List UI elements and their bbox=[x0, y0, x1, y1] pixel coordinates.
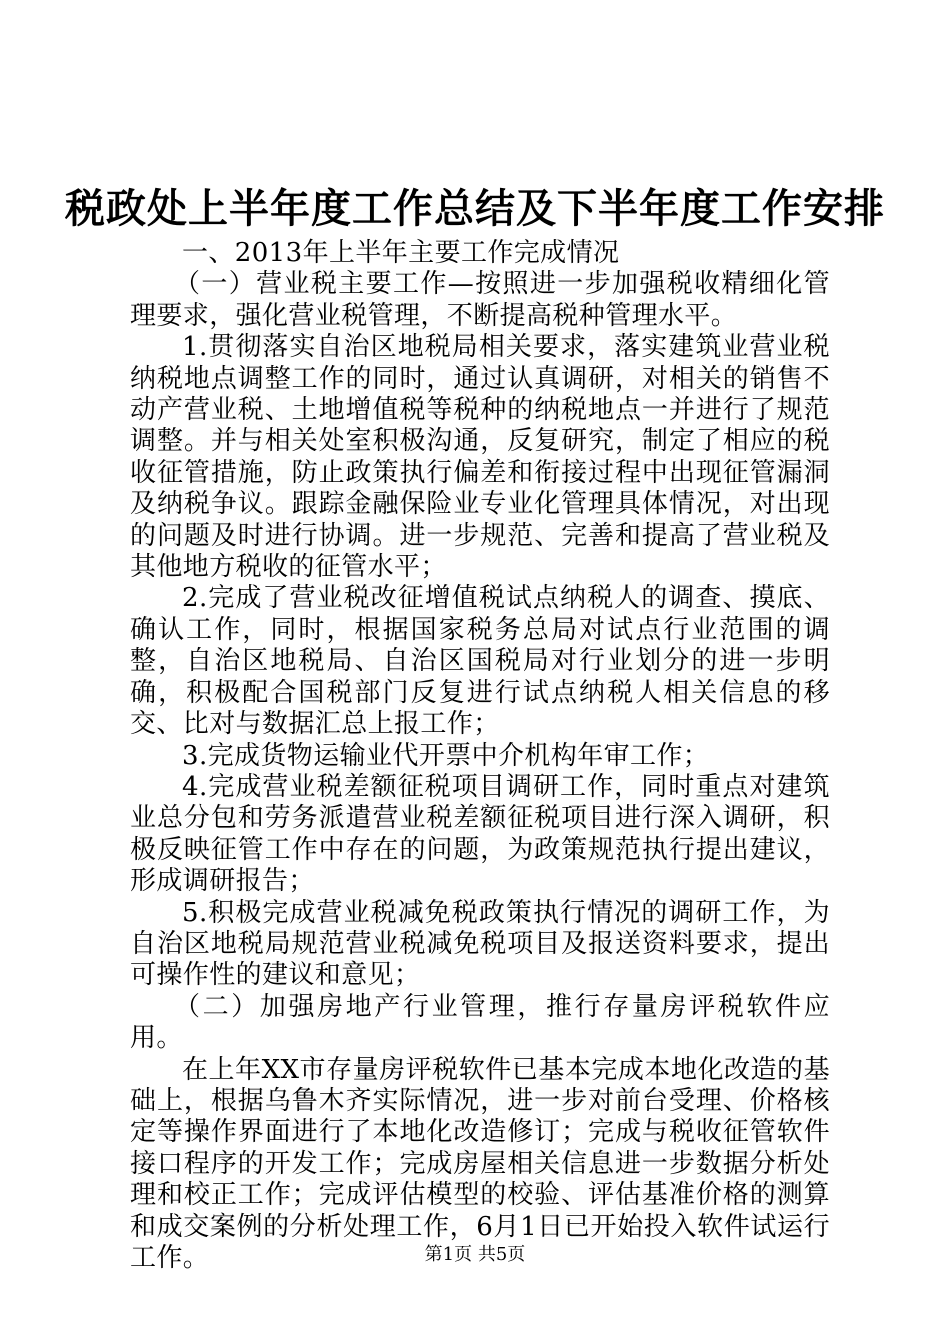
body-paragraph: 1.贯彻落实自治区地税局相关要求，落实建筑业营业税纳税地点调整工作的同时，通过认真调研，对相关的销售不动产营业税、土地增值税等税种的纳税地点一并进行了规范调整。并与相关处室积极沟通，反复研究，制定了相应的税收征管措施，防止政策执行偏差和衔接过程中出现征管漏洞及纳税争议。跟踪金融保险业专业化管理具体情况，对出现的问题及时进行协调。进一步规范、完善和提高了营业税及其他地方税收的征管水平； bbox=[130, 332, 830, 583]
document-title: 税政处上半年度工作总结及下半年度工作安排 bbox=[65, 185, 885, 232]
body-paragraph: 3.完成货物运输业代开票中介机构年审工作； bbox=[182, 740, 710, 771]
body-paragraph: 在上年XX市存量房评税软件已基本完成本地化改造的基础上，根据乌鲁木齐实际情况，进一步对前台受理、价格核定等操作界面进行了本地化改造修订；完成与税收征管软件接口程序的开发工作；完成房屋相关信息进一步数据分析处理和校正工作；完成评估模型的校验、评估基准价格的测算和成交案例的分析处理工作，6月1日已开始投入软件试运行工作。 bbox=[130, 1054, 830, 1273]
document-body bbox=[130, 238, 830, 1274]
body-paragraph: 5.积极完成营业税减免税政策执行情况的调研工作，为自治区地税局规范营业税减免税项目及报送资料要求，提出可操作性的建议和意见； bbox=[130, 897, 830, 991]
subsection-heading: （一）营业税主要工作—按照进一步加强税收精细化管理要求，强化营业税管理，不断提高税种管理水平。 bbox=[130, 269, 830, 331]
body-paragraph: 4.完成营业税差额征税项目调研工作，同时重点对建筑业总分包和劳务派遣营业税差额征税项目进行深入调研，积极反映征管工作中存在的问题，为政策规范执行提出建议，形成调研报告； bbox=[130, 771, 830, 897]
section-heading: 一、2013年上半年主要工作完成情况 bbox=[182, 238, 620, 268]
body-paragraph: 2.完成了营业税改征增值税试点纳税人的调查、摸底、确认工作，同时，根据国家税务总局对试点行业范围的调整，自治区地税局、自治区国税局对行业划分的进一步明确，积极配合国税部门反复进行试点纳税人相关信息的移交、比对与数据汇总上报工作； bbox=[130, 583, 830, 740]
subsection-heading: （二）加强房地产行业管理，推行存量房评税软件应用。 bbox=[130, 991, 830, 1054]
page-number-footer: 第1页 共5页 bbox=[424, 1244, 526, 1265]
